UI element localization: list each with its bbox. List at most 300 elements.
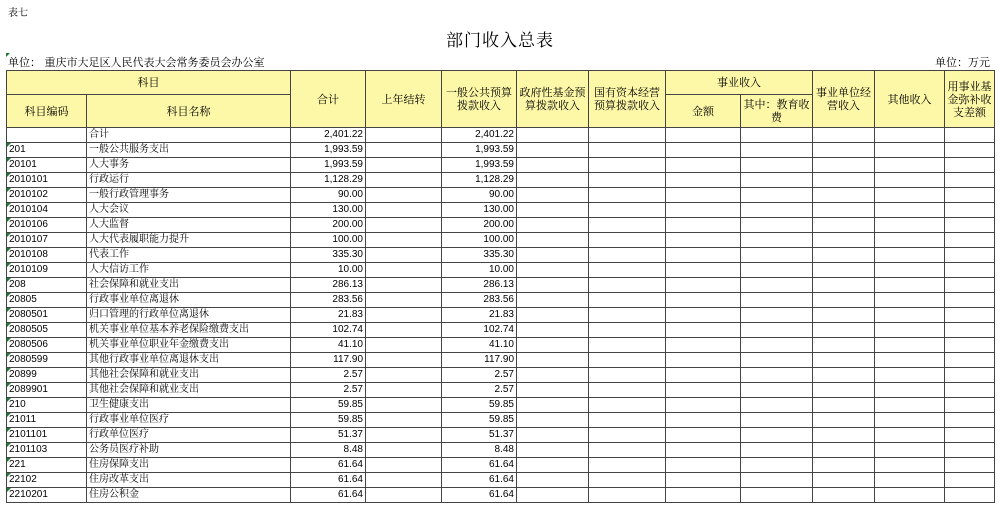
- carryover-cell: [366, 233, 442, 248]
- gov-fund-cell: [517, 368, 589, 383]
- other-income-cell: [875, 263, 945, 278]
- total-cell: 100.00: [291, 233, 366, 248]
- general-budget-cell: 2.57: [442, 368, 517, 383]
- general-budget-cell: 8.48: [442, 443, 517, 458]
- total-cell: 2.57: [291, 383, 366, 398]
- carryover-cell: [366, 473, 442, 488]
- subject-code-cell: 201: [7, 143, 87, 158]
- carryover-cell: [366, 323, 442, 338]
- general-budget-cell: 335.30: [442, 248, 517, 263]
- page-title: 部门收入总表: [446, 31, 554, 51]
- subject-name-cell: 其他社会保障和就业支出: [87, 368, 291, 383]
- gov-fund-cell: [517, 278, 589, 293]
- other-income-cell: [875, 308, 945, 323]
- other-income-cell: [875, 353, 945, 368]
- unit-operating-cell: [813, 338, 875, 353]
- amount-cell: [666, 473, 741, 488]
- amount-cell: [666, 143, 741, 158]
- state-capital-cell: [589, 233, 666, 248]
- total-cell: 335.30: [291, 248, 366, 263]
- general-budget-header: 一般公共预算拨款收入: [442, 71, 517, 128]
- fund-offset-cell: [945, 473, 995, 488]
- business-income-header: 事业收入: [666, 71, 813, 95]
- other-income-cell: [875, 458, 945, 473]
- table-row: [7, 203, 995, 218]
- edu-fee-cell: [741, 413, 813, 428]
- amount-cell: [666, 428, 741, 443]
- table-row: [7, 443, 995, 458]
- fund-offset-cell: [945, 143, 995, 158]
- edu-fee-cell: [741, 383, 813, 398]
- unit-operating-cell: [813, 473, 875, 488]
- carryover-cell: [366, 428, 442, 443]
- fund-offset-cell: [945, 383, 995, 398]
- unit-operating-cell: [813, 218, 875, 233]
- table-row: [7, 248, 995, 263]
- table-row: [7, 353, 995, 368]
- table-row: [7, 278, 995, 293]
- fund-offset-cell: [945, 293, 995, 308]
- general-budget-cell: 1,993.59: [442, 158, 517, 173]
- gov-fund-cell: [517, 338, 589, 353]
- general-budget-cell: 10.00: [442, 263, 517, 278]
- subject-name-cell: 社会保障和就业支出: [87, 278, 291, 293]
- subject-code-cell: [7, 128, 87, 143]
- fund-offset-cell: [945, 188, 995, 203]
- gov-fund-cell: [517, 218, 589, 233]
- subject-code-cell: 2010104: [7, 203, 87, 218]
- fund-offset-cell: [945, 413, 995, 428]
- subject-code-cell: 2010109: [7, 263, 87, 278]
- carryover-cell: [366, 128, 442, 143]
- fund-offset-cell: [945, 443, 995, 458]
- table-row: [7, 473, 995, 488]
- general-budget-cell: 283.56: [442, 293, 517, 308]
- other-income-cell: [875, 158, 945, 173]
- unit-operating-header: 事业单位经营收入: [813, 71, 875, 128]
- fund-offset-cell: [945, 458, 995, 473]
- subject-code-cell: 210: [7, 398, 87, 413]
- income-table: [6, 70, 995, 503]
- subject-code-cell: 2010101: [7, 173, 87, 188]
- table-row: [7, 233, 995, 248]
- other-income-cell: [875, 278, 945, 293]
- carryover-cell: [366, 488, 442, 503]
- subject-header: 科目: [7, 71, 291, 95]
- state-capital-cell: [589, 158, 666, 173]
- carryover-cell: [366, 368, 442, 383]
- subject-name-cell: 其他行政事业单位离退休支出: [87, 353, 291, 368]
- table-row: [7, 398, 995, 413]
- amount-cell: [666, 308, 741, 323]
- table-row: [7, 128, 995, 143]
- subject-name-cell: 机关事业单位基本养老保险缴费支出: [87, 323, 291, 338]
- edu-fee-cell: [741, 203, 813, 218]
- unit-operating-cell: [813, 173, 875, 188]
- gov-fund-cell: [517, 473, 589, 488]
- edu-fee-cell: [741, 158, 813, 173]
- total-cell: 41.10: [291, 338, 366, 353]
- other-income-cell: [875, 413, 945, 428]
- amount-cell: [666, 338, 741, 353]
- table-row: [7, 383, 995, 398]
- edu-fee-cell: [741, 143, 813, 158]
- amount-cell: [666, 188, 741, 203]
- state-capital-cell: [589, 488, 666, 503]
- other-income-cell: [875, 248, 945, 263]
- subject-code-cell: 221: [7, 458, 87, 473]
- amount-cell: [666, 443, 741, 458]
- state-capital-cell: [589, 143, 666, 158]
- other-income-cell: [875, 173, 945, 188]
- table-row: [7, 293, 995, 308]
- state-capital-cell: [589, 368, 666, 383]
- carryover-cell: [366, 338, 442, 353]
- state-capital-cell: [589, 188, 666, 203]
- subject-code-cell: 22102: [7, 473, 87, 488]
- other-income-cell: [875, 293, 945, 308]
- general-budget-cell: 61.64: [442, 473, 517, 488]
- gov-fund-cell: [517, 233, 589, 248]
- fund-offset-cell: [945, 128, 995, 143]
- table-row: [7, 488, 995, 503]
- subject-code-cell: 208: [7, 278, 87, 293]
- state-capital-cell: [589, 263, 666, 278]
- subject-code-header: 科目编码: [7, 95, 87, 128]
- gov-fund-header: 政府性基金预算拨款收入: [517, 71, 589, 128]
- amount-cell: [666, 398, 741, 413]
- carryover-header: 上年结转: [366, 71, 442, 128]
- unit-operating-cell: [813, 443, 875, 458]
- table-body: [7, 128, 995, 503]
- subject-code-cell: 2010106: [7, 218, 87, 233]
- unit-operating-cell: [813, 308, 875, 323]
- state-capital-cell: [589, 338, 666, 353]
- total-cell: 61.64: [291, 473, 366, 488]
- state-capital-cell: [589, 398, 666, 413]
- subject-name-cell: 归口管理的行政单位离退休: [87, 308, 291, 323]
- total-cell: 51.37: [291, 428, 366, 443]
- edu-fee-cell: [741, 293, 813, 308]
- edu-fee-cell: [741, 353, 813, 368]
- fund-offset-cell: [945, 353, 995, 368]
- fund-offset-cell: [945, 173, 995, 188]
- general-budget-cell: 102.74: [442, 323, 517, 338]
- unit-operating-cell: [813, 488, 875, 503]
- edu-fee-cell: [741, 338, 813, 353]
- unit-label: 单位：万元: [935, 56, 990, 69]
- edu-fee-cell: [741, 398, 813, 413]
- other-income-cell: [875, 323, 945, 338]
- table-row: [7, 173, 995, 188]
- total-cell: 59.85: [291, 398, 366, 413]
- edu-fee-cell: [741, 263, 813, 278]
- other-income-cell: [875, 218, 945, 233]
- subject-name-cell: 人大事务: [87, 158, 291, 173]
- gov-fund-cell: [517, 458, 589, 473]
- unit-operating-cell: [813, 353, 875, 368]
- edu-fee-header: 其中：教育收费: [741, 95, 813, 128]
- total-cell: 283.56: [291, 293, 366, 308]
- fund-offset-cell: [945, 488, 995, 503]
- carryover-cell: [366, 413, 442, 428]
- table-row: [7, 263, 995, 278]
- fund-offset-cell: [945, 428, 995, 443]
- amount-cell: [666, 368, 741, 383]
- other-income-cell: [875, 188, 945, 203]
- gov-fund-cell: [517, 158, 589, 173]
- edu-fee-cell: [741, 218, 813, 233]
- unit-operating-cell: [813, 143, 875, 158]
- subject-code-cell: 2210201: [7, 488, 87, 503]
- carryover-cell: [366, 458, 442, 473]
- fund-offset-cell: [945, 233, 995, 248]
- unit-operating-cell: [813, 293, 875, 308]
- general-budget-cell: 100.00: [442, 233, 517, 248]
- carryover-cell: [366, 158, 442, 173]
- state-capital-cell: [589, 248, 666, 263]
- edu-fee-cell: [741, 428, 813, 443]
- subject-code-cell: 2010107: [7, 233, 87, 248]
- unit-operating-cell: [813, 458, 875, 473]
- subject-code-cell: 2080506: [7, 338, 87, 353]
- carryover-cell: [366, 218, 442, 233]
- other-income-cell: [875, 338, 945, 353]
- amount-cell: [666, 128, 741, 143]
- unit-operating-cell: [813, 203, 875, 218]
- amount-cell: [666, 233, 741, 248]
- fund-offset-cell: [945, 203, 995, 218]
- gov-fund-cell: [517, 293, 589, 308]
- unit-operating-cell: [813, 278, 875, 293]
- state-capital-cell: [589, 383, 666, 398]
- amount-cell: [666, 263, 741, 278]
- carryover-cell: [366, 263, 442, 278]
- state-capital-cell: [589, 458, 666, 473]
- other-income-cell: [875, 203, 945, 218]
- fund-offset-cell: [945, 218, 995, 233]
- state-capital-cell: [589, 218, 666, 233]
- other-income-cell: [875, 383, 945, 398]
- carryover-cell: [366, 248, 442, 263]
- total-cell: 90.00: [291, 188, 366, 203]
- state-capital-header: 国有资本经营预算拨款收入: [589, 71, 666, 128]
- edu-fee-cell: [741, 488, 813, 503]
- fund-offset-cell: [945, 263, 995, 278]
- edu-fee-cell: [741, 308, 813, 323]
- gov-fund-cell: [517, 263, 589, 278]
- gov-fund-cell: [517, 323, 589, 338]
- total-cell: 200.00: [291, 218, 366, 233]
- state-capital-cell: [589, 203, 666, 218]
- table-row: [7, 338, 995, 353]
- unit-operating-cell: [813, 398, 875, 413]
- subject-name-cell: 代表工作: [87, 248, 291, 263]
- subject-name-cell: 住房保障支出: [87, 458, 291, 473]
- general-budget-cell: 21.83: [442, 308, 517, 323]
- edu-fee-cell: [741, 368, 813, 383]
- total-cell: 1,993.59: [291, 158, 366, 173]
- subject-code-cell: 2010102: [7, 188, 87, 203]
- subject-code-cell: 2080505: [7, 323, 87, 338]
- general-budget-cell: 1,993.59: [442, 143, 517, 158]
- fund-offset-cell: [945, 338, 995, 353]
- carryover-cell: [366, 398, 442, 413]
- total-cell: 1,993.59: [291, 143, 366, 158]
- unit-operating-cell: [813, 233, 875, 248]
- edu-fee-cell: [741, 473, 813, 488]
- unit-operating-cell: [813, 368, 875, 383]
- carryover-cell: [366, 188, 442, 203]
- state-capital-cell: [589, 473, 666, 488]
- unit-operating-cell: [813, 128, 875, 143]
- subject-name-cell: 卫生健康支出: [87, 398, 291, 413]
- unit-operating-cell: [813, 263, 875, 278]
- gov-fund-cell: [517, 413, 589, 428]
- unit-operating-cell: [813, 158, 875, 173]
- other-income-cell: [875, 368, 945, 383]
- fund-offset-header: 用事业基金弥补收支差额: [945, 71, 995, 128]
- gov-fund-cell: [517, 188, 589, 203]
- amount-cell: [666, 218, 741, 233]
- subject-name-cell: 人大会议: [87, 203, 291, 218]
- state-capital-cell: [589, 428, 666, 443]
- subject-name-cell: 一般行政管理事务: [87, 188, 291, 203]
- amount-cell: [666, 458, 741, 473]
- table-row: [7, 158, 995, 173]
- gov-fund-cell: [517, 398, 589, 413]
- table-row: [7, 308, 995, 323]
- fund-offset-cell: [945, 158, 995, 173]
- subject-name-cell: 人大信访工作: [87, 263, 291, 278]
- edu-fee-cell: [741, 458, 813, 473]
- carryover-cell: [366, 203, 442, 218]
- general-budget-cell: 286.13: [442, 278, 517, 293]
- subject-name-cell: 行政运行: [87, 173, 291, 188]
- other-income-cell: [875, 128, 945, 143]
- state-capital-cell: [589, 323, 666, 338]
- total-header: 合计: [291, 71, 366, 128]
- total-cell: 286.13: [291, 278, 366, 293]
- state-capital-cell: [589, 293, 666, 308]
- amount-cell: [666, 353, 741, 368]
- table-row: [7, 143, 995, 158]
- general-budget-cell: 1,128.29: [442, 173, 517, 188]
- total-cell: 130.00: [291, 203, 366, 218]
- gov-fund-cell: [517, 308, 589, 323]
- fund-offset-cell: [945, 308, 995, 323]
- general-budget-cell: 61.64: [442, 488, 517, 503]
- general-budget-cell: 90.00: [442, 188, 517, 203]
- gov-fund-cell: [517, 353, 589, 368]
- total-cell: 1,128.29: [291, 173, 366, 188]
- subject-name-cell: 一般公共服务支出: [87, 143, 291, 158]
- state-capital-cell: [589, 413, 666, 428]
- edu-fee-cell: [741, 233, 813, 248]
- gov-fund-cell: [517, 488, 589, 503]
- subject-name-cell: 住房改革支出: [87, 473, 291, 488]
- subject-code-cell: 2101101: [7, 428, 87, 443]
- amount-header: 金额: [666, 95, 741, 128]
- general-budget-cell: 200.00: [442, 218, 517, 233]
- general-budget-cell: 2,401.22: [442, 128, 517, 143]
- other-income-cell: [875, 143, 945, 158]
- unit-operating-cell: [813, 248, 875, 263]
- other-income-cell: [875, 443, 945, 458]
- organization-label: 单位： 重庆市大足区人民代表大会常务委员会办公室: [8, 56, 265, 69]
- subject-name-cell: 行政单位医疗: [87, 428, 291, 443]
- subject-code-cell: 2089901: [7, 383, 87, 398]
- fund-offset-cell: [945, 368, 995, 383]
- other-income-cell: [875, 428, 945, 443]
- carryover-cell: [366, 308, 442, 323]
- edu-fee-cell: [741, 188, 813, 203]
- subject-name-cell: 其他社会保障和就业支出: [87, 383, 291, 398]
- subject-name-cell: 行政事业单位离退休: [87, 293, 291, 308]
- fund-offset-cell: [945, 278, 995, 293]
- amount-cell: [666, 383, 741, 398]
- carryover-cell: [366, 143, 442, 158]
- total-cell: 117.90: [291, 353, 366, 368]
- subject-name-cell: 人大监督: [87, 218, 291, 233]
- gov-fund-cell: [517, 128, 589, 143]
- table-row: [7, 188, 995, 203]
- gov-fund-cell: [517, 203, 589, 218]
- unit-operating-cell: [813, 428, 875, 443]
- amount-cell: [666, 248, 741, 263]
- edu-fee-cell: [741, 443, 813, 458]
- carryover-cell: [366, 443, 442, 458]
- gov-fund-cell: [517, 443, 589, 458]
- other-income-cell: [875, 473, 945, 488]
- subject-code-cell: 20899: [7, 368, 87, 383]
- gov-fund-cell: [517, 383, 589, 398]
- state-capital-cell: [589, 353, 666, 368]
- total-cell: 61.64: [291, 458, 366, 473]
- subject-name-header: 科目名称: [87, 95, 291, 128]
- total-cell: 21.83: [291, 308, 366, 323]
- amount-cell: [666, 158, 741, 173]
- amount-cell: [666, 173, 741, 188]
- carryover-cell: [366, 278, 442, 293]
- carryover-cell: [366, 353, 442, 368]
- edu-fee-cell: [741, 128, 813, 143]
- general-budget-cell: 59.85: [442, 398, 517, 413]
- amount-cell: [666, 488, 741, 503]
- unit-operating-cell: [813, 188, 875, 203]
- table-row: [7, 458, 995, 473]
- carryover-cell: [366, 173, 442, 188]
- other-income-header: 其他收入: [875, 71, 945, 128]
- fund-offset-cell: [945, 323, 995, 338]
- subject-code-cell: 2010108: [7, 248, 87, 263]
- subject-code-cell: 20101: [7, 158, 87, 173]
- table-number: 表七: [8, 8, 28, 19]
- state-capital-cell: [589, 278, 666, 293]
- edu-fee-cell: [741, 173, 813, 188]
- subject-name-cell: 公务员医疗补助: [87, 443, 291, 458]
- amount-cell: [666, 278, 741, 293]
- fund-offset-cell: [945, 398, 995, 413]
- edu-fee-cell: [741, 278, 813, 293]
- gov-fund-cell: [517, 428, 589, 443]
- amount-cell: [666, 203, 741, 218]
- total-cell: 10.00: [291, 263, 366, 278]
- general-budget-cell: 59.85: [442, 413, 517, 428]
- general-budget-cell: 117.90: [442, 353, 517, 368]
- fund-offset-cell: [945, 248, 995, 263]
- state-capital-cell: [589, 308, 666, 323]
